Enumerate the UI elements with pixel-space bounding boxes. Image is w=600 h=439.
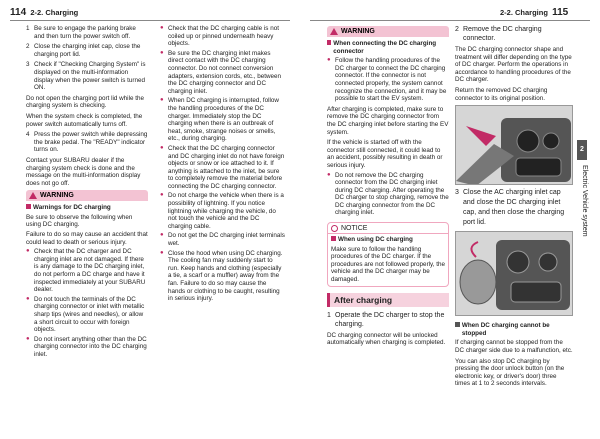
list-item-text: Check that the DC charger and DC charging inlet are not damaged. If there is any damage to the DC charging inlet, do not perform a DC charge and have it inspected immediately at your SUBARU dealer. xyxy=(34,248,146,294)
list-item-text: Do not charge the vehicle when there is a possibility of lightning. If you notice lightning while charging the vehicle, do not touch the vehicle and the DC charging cable. xyxy=(168,192,284,230)
list-item xyxy=(26,336,148,359)
notice-title: NOTICE xyxy=(341,224,368,232)
column-1 xyxy=(26,25,148,359)
warning-title: WARNING xyxy=(40,192,74,200)
list-item-text: Check that the DC charging cable is not coiled up or pinned underneath heavy objects. xyxy=(168,25,279,48)
paragraph: Do not open the charging port lid while the charging system is checking. xyxy=(26,94,144,110)
step-2: 2 Remove the DC charging connector. xyxy=(455,26,573,43)
inlet-cap-illustration xyxy=(455,231,573,316)
list-item xyxy=(160,25,285,48)
chapter-label: Electric Vehicle system xyxy=(581,165,588,237)
warning-icon xyxy=(29,192,37,199)
bullet-icon: ● xyxy=(160,97,164,104)
list-item xyxy=(160,50,285,96)
bullet-icon: ● xyxy=(327,171,331,178)
info-subhead-text: When DC charging cannot be stopped xyxy=(461,322,550,337)
bullet-icon: ● xyxy=(160,192,164,199)
warning-subhead xyxy=(26,204,148,212)
list-item-text: When DC charging is interrupted, follow the handling procedures of the DC charger. Immediately stop the DC charging when there is an outbreak of heat, smoke, strange noises or smells, etc., during charging. xyxy=(168,97,279,143)
list-item xyxy=(160,145,285,191)
list-item xyxy=(327,172,449,218)
paragraph: You can also stop DC charging by pressing the door unlock button (on the electronic key, or driver's door) three times at 1 to 2 seconds intervals. xyxy=(455,357,565,388)
warning-header xyxy=(327,26,449,37)
notice-subhead-text: When using DC charging xyxy=(338,236,413,244)
inlet-cap-drawing xyxy=(456,232,573,316)
notice-text: Make sure to follow the handling procedures of the DC charger. If the procedures are not followed properly, the vehicle and the DC charger may be damaged. xyxy=(331,245,445,284)
left-page-number: 114 xyxy=(10,7,27,18)
step-1: 1 Operate the DC charger to stop the charging. xyxy=(327,311,449,329)
step-3-text: Check if "Checking Charging System" is displayed on the multi-information display when the power switch is turned ON. xyxy=(34,61,146,92)
paragraph: When the system check is completed, the power switch automatically turns off. xyxy=(26,112,143,128)
list-item xyxy=(160,97,285,143)
step-4: 4 Press the power switch while depressing the brake pedal. The "READY" indicator turns on. xyxy=(26,131,148,154)
step-2: 2 Close the charging inlet cap, close the charging port lid. xyxy=(26,43,148,58)
list-item xyxy=(160,250,285,303)
warning-text: Be sure to observe the following when using DC charging. xyxy=(26,213,133,229)
column-3 xyxy=(327,26,449,350)
right-page-number: 115 xyxy=(552,7,569,18)
list-item-text: Do not touch the terminals of the DC charging connector or inlet with metallic sharp tips (wires and needles), or allow a short circuit to occur with foreign objects. xyxy=(34,295,145,334)
step-3: 3 Check if "Checking Charging System" is displayed on the multi-information display when the power switch is turned ON. xyxy=(26,61,148,91)
column-2 xyxy=(160,25,285,303)
right-page-header xyxy=(500,7,568,18)
bullet-icon: ● xyxy=(26,248,30,255)
chapter-tab: 2 xyxy=(577,140,587,160)
list-item xyxy=(26,248,148,294)
bullet-icon: ● xyxy=(26,335,30,342)
list-item-text: Do not remove the DC charging connector from the DC charging inlet during DC charging. After operating the DC charger to stop charging, remove the DC charging connector from the DC charging inlet. xyxy=(335,171,449,217)
list-item xyxy=(327,57,449,103)
info-subhead xyxy=(455,322,573,337)
list-item xyxy=(160,232,285,247)
bullet-icon: ● xyxy=(160,249,164,256)
paragraph: If charging cannot be stopped from the DC charger side due to a malfunction, etc. xyxy=(455,339,573,354)
square-bullet-icon xyxy=(455,322,460,327)
bullet-icon: ● xyxy=(160,49,164,56)
step-3-text: Close the AC charging inlet cap and close the DC charging inlet cap, and then close the charging port lid. xyxy=(463,189,565,227)
right-rule xyxy=(310,20,590,21)
warning-icon xyxy=(330,28,338,35)
left-section-title: 2-2. Charging xyxy=(30,8,79,17)
bullet-icon: ● xyxy=(327,57,331,64)
list-item-text: Check that the DC charging connector and DC charging inlet do not have foreign objects or snow or ice attached to it. If anything is attached to the inlet, be sure to completely remove the material before connecting the DC charging connector. xyxy=(168,144,285,190)
square-bullet-icon xyxy=(331,236,336,241)
notice-icon xyxy=(331,225,338,232)
warning-text: Failure to do so may cause an accident that could lead to death or serious injury. xyxy=(26,231,148,246)
step-1-text: Be sure to engage the parking brake and then turn the power switch off. xyxy=(34,25,136,40)
list-item-text: Follow the handling procedures of the DC charger to connect the DC charging connector. If the connector is not connected properly, the system cannot recognize the connection, and it may be possible to start the EV system. xyxy=(335,57,447,103)
step-3: 3 Close the AC charging inlet cap and close the DC charging inlet cap, and then close the charging port lid. xyxy=(455,188,573,228)
notice-box xyxy=(327,222,449,287)
charging-inlet-drawing xyxy=(456,106,573,185)
list-item-text: Do not get the DC charging inlet terminals wet. xyxy=(168,232,285,248)
warning-subhead-text: When connecting the DC charging connector xyxy=(333,40,437,55)
step-2-text: Remove the DC charging connector. xyxy=(463,26,542,42)
list-item-text: Close the hood when using DC charging. The cooling fan may suddenly start to run. Keep hands and clothing (especially a tie, a scarf or a muffler) away from the fan. Failure to do so may cause the hands or clothing to be caught, resulting in serious injury. xyxy=(168,249,283,303)
warning-title: WARNING xyxy=(341,28,375,35)
warning-box xyxy=(26,190,148,358)
paragraph: DC charging connector will be unlocked automatically when charging is completed. xyxy=(327,331,446,347)
warning-header xyxy=(26,190,148,201)
connector-illustration xyxy=(455,105,573,185)
section-heading: After charging xyxy=(327,293,449,307)
square-bullet-icon xyxy=(327,40,331,45)
step-1-text: Operate the DC charger to stop the charging. xyxy=(335,311,445,328)
paragraph: Contact your SUBARU dealer if the charging system check is done and the message on the multi-information display does not go off. xyxy=(26,156,141,187)
bullet-icon: ● xyxy=(160,144,164,151)
list-item-text: Do not insert anything other than the DC charging connector into the DC charging inlet. xyxy=(34,335,147,358)
list-item xyxy=(26,296,148,334)
warning-text: After charging is completed, make sure to remove the DC charging connector from the DC charging inlet before starting the EV system. xyxy=(327,105,449,136)
bullet-icon: ● xyxy=(160,232,164,239)
right-section-title: 2-2. Charging xyxy=(500,8,548,17)
left-page-header xyxy=(10,7,78,18)
list-item-text: Be sure the DC charging inlet makes direct contact with the DC charging connector. Do not connect conversion adapters, extension cords, etc., between the DC charging connector and DC charging inlet. xyxy=(168,49,282,95)
step-1: 1 Be sure to engage the parking brake and then turn the power switch off. xyxy=(26,25,148,40)
bullet-icon: ● xyxy=(160,25,164,31)
warning-text: If the vehicle is started off with the connector still connected, it could lead to an accident, possibly resulting in death or serious injury. xyxy=(327,139,443,169)
warning-box xyxy=(327,26,449,217)
step-2-text: Close the charging inlet cap, close the charging port lid. xyxy=(34,43,141,58)
left-rule xyxy=(10,20,290,21)
warning-subhead-text: Warnings for DC charging xyxy=(33,204,111,212)
paragraph: The DC charging connector shape and treatment will differ depending on the type of DC charger. Perform the operations in accordance to handling procedures of the DC charger. xyxy=(455,46,572,84)
notice-subhead xyxy=(331,236,445,244)
paragraph: Return the removed DC charging connector to its original position. xyxy=(455,86,548,102)
bullet-icon: ● xyxy=(26,295,30,302)
list-item xyxy=(160,192,285,230)
warning-subhead xyxy=(327,40,449,55)
step-4-text: Press the power switch while depressing the brake pedal. The "READY" indicator turns on. xyxy=(34,131,148,154)
square-bullet-icon xyxy=(26,204,31,209)
notice-header xyxy=(328,223,448,234)
column-4 xyxy=(455,26,573,391)
